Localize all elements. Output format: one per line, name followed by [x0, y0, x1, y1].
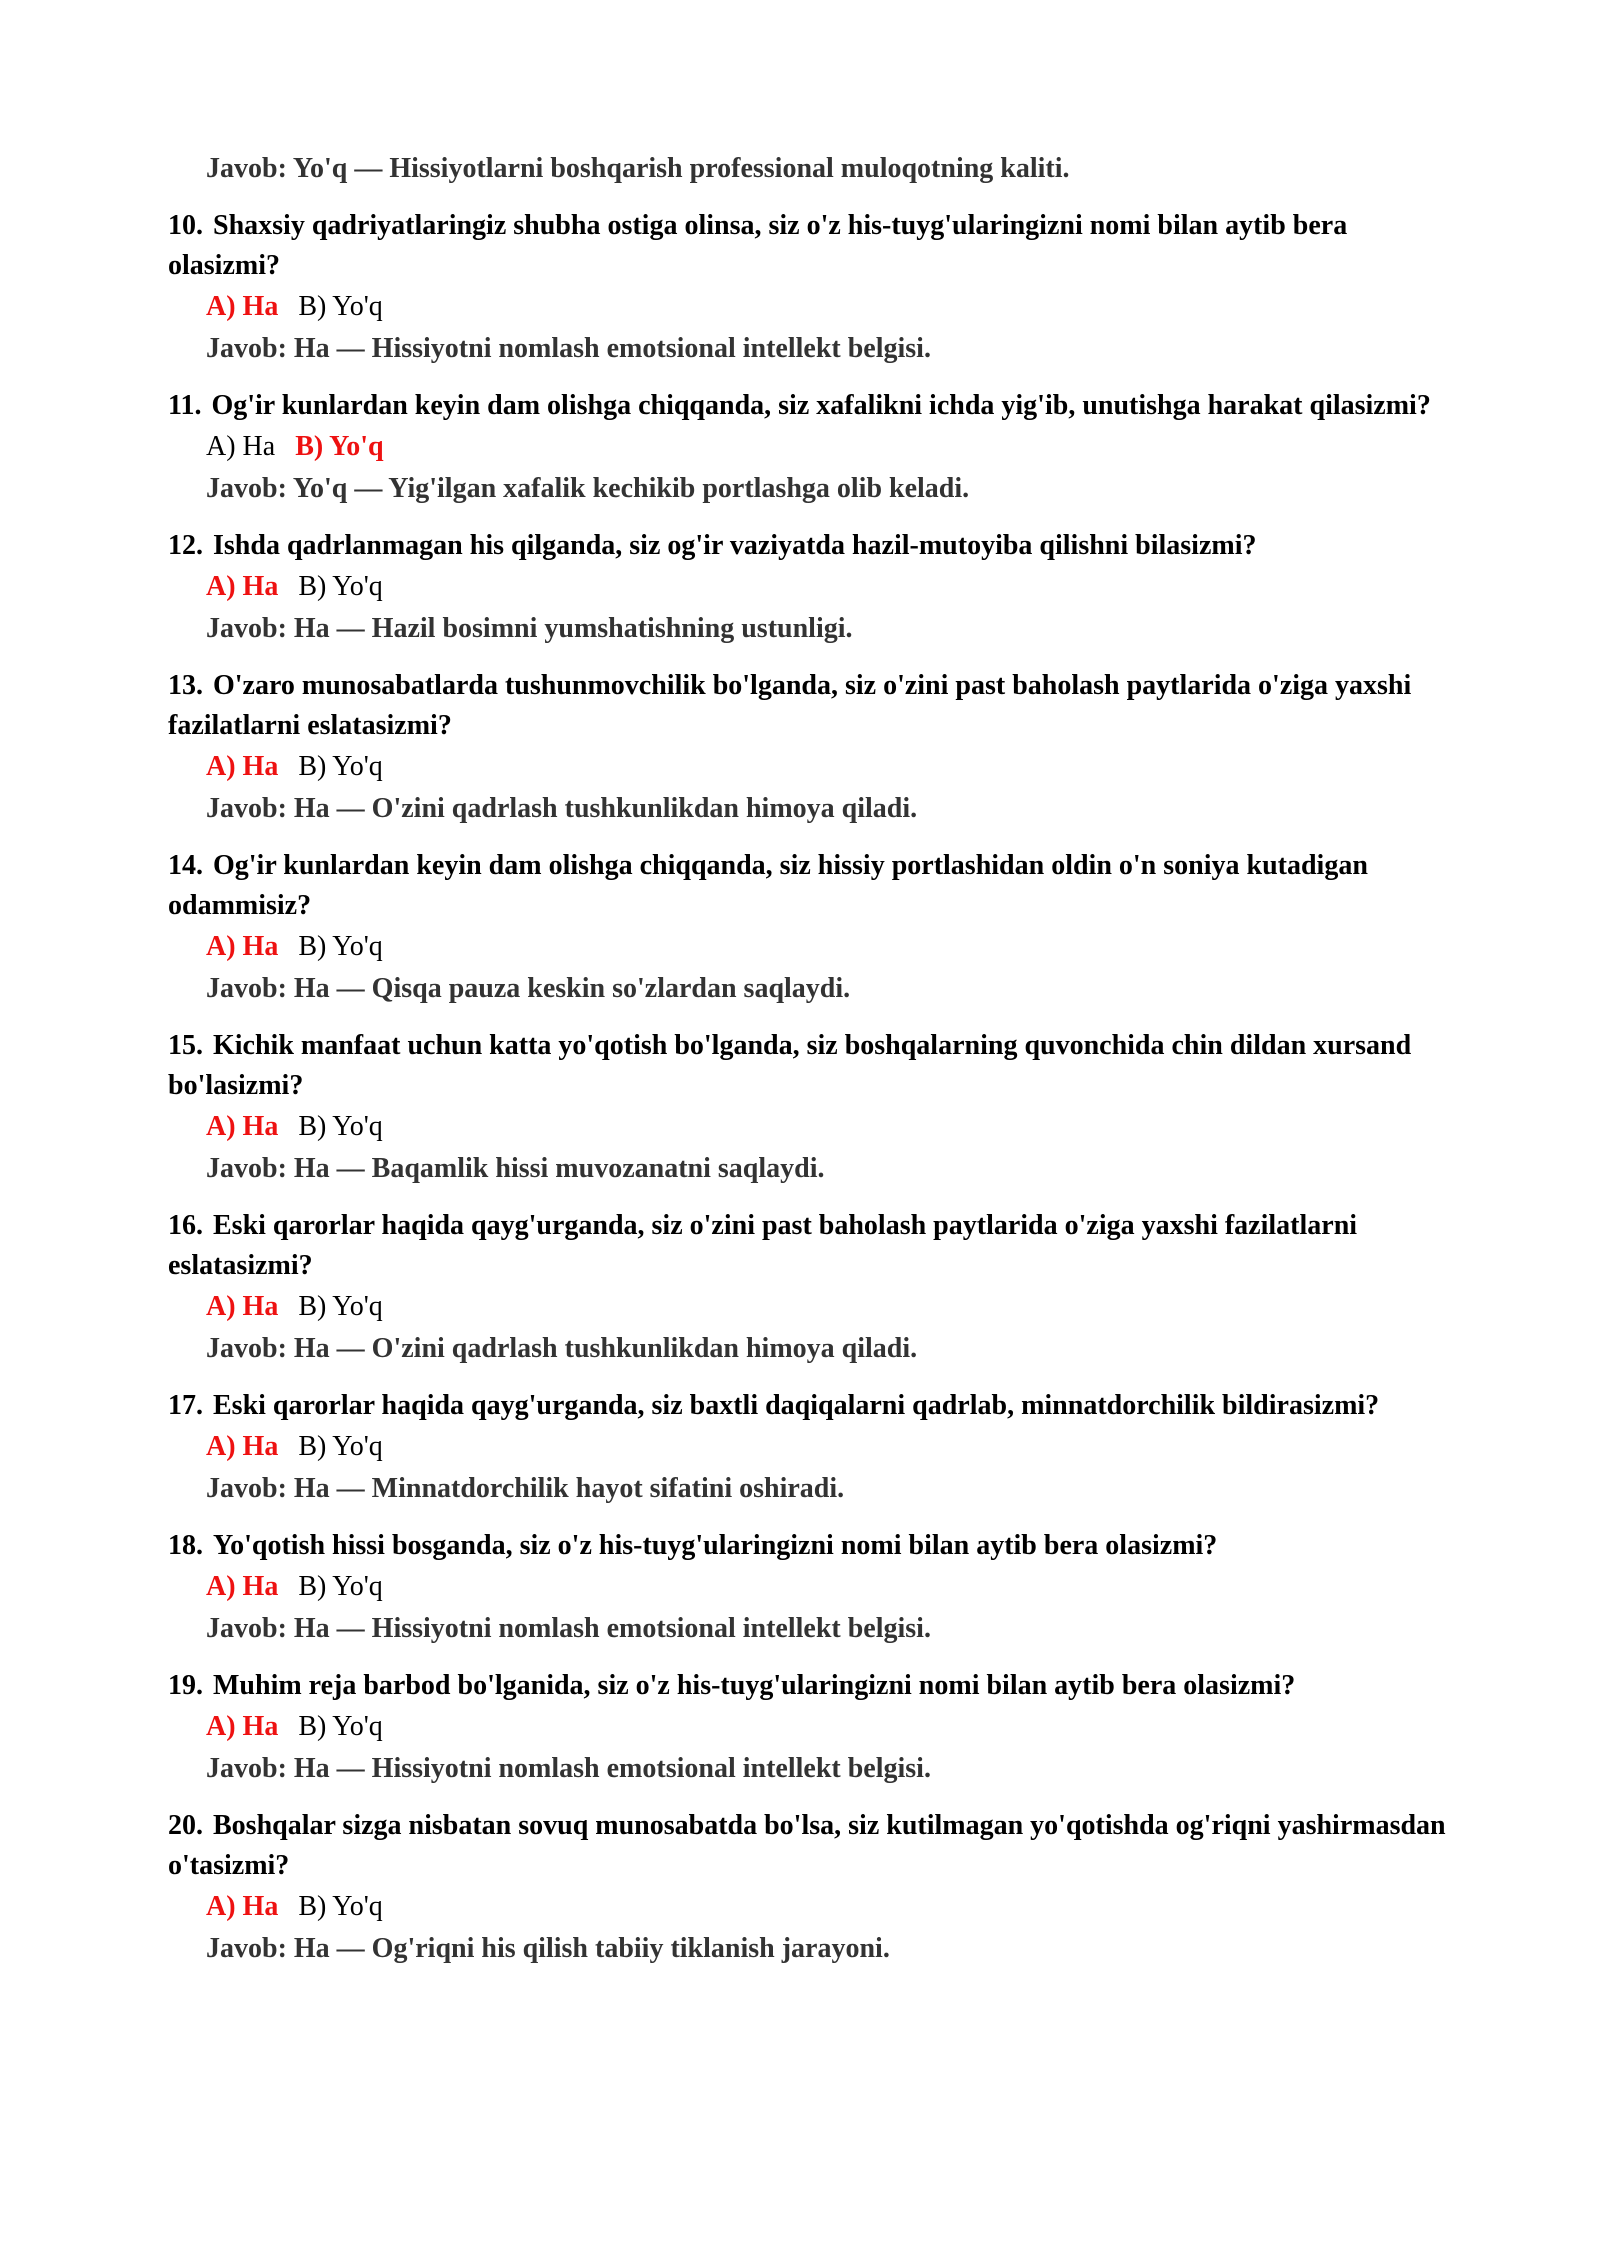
- question-text: [168, 386, 1458, 426]
- option-a: A) Ha: [206, 1431, 279, 1462]
- question-text: [168, 1526, 1458, 1566]
- answer-line: Javob: Ha — O'zini qadrlash tushkunlikdan himoya qiladi.: [206, 1333, 918, 1364]
- question-number: 14.: [168, 850, 203, 881]
- option-b: B) Yo'q: [298, 931, 383, 962]
- option-a: A) Ha: [206, 1111, 279, 1142]
- option-group: [206, 286, 1458, 328]
- question-number: 11.: [168, 390, 202, 421]
- option-group: [206, 926, 1458, 968]
- question-number: 19.: [168, 1670, 203, 1701]
- question-number: 20.: [168, 1810, 203, 1841]
- answer-line: Javob: Ha — Minnatdorchilik hayot sifatini oshiradi.: [206, 1473, 845, 1504]
- option-b: B) Yo'q: [298, 751, 383, 782]
- answer-line: Javob: Ha — Qisqa pauza keskin so'zlardan saqlaydi.: [206, 973, 851, 1004]
- option-b: B) Yo'q: [298, 1571, 383, 1602]
- option-a: A) Ha: [206, 1291, 279, 1322]
- question-item: [168, 1526, 1458, 1650]
- option-a: A) Ha: [206, 431, 276, 462]
- option-b: B) Yo'q: [295, 431, 384, 462]
- option-group: [206, 1106, 1458, 1148]
- question-item: [168, 846, 1458, 1010]
- option-group: [206, 566, 1458, 608]
- option-group: [206, 1286, 1458, 1328]
- question-number: 16.: [168, 1210, 203, 1241]
- option-group: [206, 1566, 1458, 1608]
- question-item: [168, 1666, 1458, 1790]
- question-item: [168, 386, 1458, 510]
- question-text: [168, 1666, 1458, 1706]
- question-number: 15.: [168, 1030, 203, 1061]
- option-b: B) Yo'q: [298, 1111, 383, 1142]
- question-body: Og'ir kunlardan keyin dam olishga chiqqanda, siz xafalikni ichda yig'ib, unutishga harakat qilasizmi?: [211, 390, 1431, 421]
- question-body: Eski qarorlar haqida qayg'urganda, siz o'zini past baholash paytlarida o'ziga yaxshi fazilatlarni eslatasizmi?: [168, 1210, 1358, 1281]
- question-number: 10.: [168, 210, 203, 241]
- option-group: [206, 1706, 1458, 1748]
- option-group: [206, 426, 1458, 468]
- question-body: Boshqalar sizga nisbatan sovuq munosabatda bo'lsa, siz kutilmagan yo'qotishda og'riqni yashirmasdan o'tasizmi?: [168, 1810, 1446, 1881]
- option-group: [206, 746, 1458, 788]
- option-a: A) Ha: [206, 751, 279, 782]
- option-a: A) Ha: [206, 571, 279, 602]
- question-text: [168, 846, 1458, 926]
- question-text: [168, 1206, 1458, 1286]
- option-a: A) Ha: [206, 931, 279, 962]
- question-text: [168, 666, 1458, 746]
- answer-line: Javob: Ha — O'zini qadrlash tushkunlikdan himoya qiladi.: [206, 793, 918, 824]
- option-b: B) Yo'q: [298, 1431, 383, 1462]
- question-item: [168, 1206, 1458, 1370]
- question-list: [168, 206, 1458, 1970]
- question-item: [168, 206, 1458, 370]
- option-a: A) Ha: [206, 1571, 279, 1602]
- answer-line: Javob: Ha — Og'riqni his qilish tabiiy tiklanish jarayoni.: [206, 1933, 890, 1964]
- option-b: B) Yo'q: [298, 571, 383, 602]
- question-body: Kichik manfaat uchun katta yo'qotish bo'lganda, siz boshqalarning quvonchida chin dildan xursand bo'lasizmi?: [168, 1030, 1412, 1101]
- option-b: B) Yo'q: [298, 1291, 383, 1322]
- question-number: 18.: [168, 1530, 203, 1561]
- question-body: Eski qarorlar haqida qayg'urganda, siz baxtli daqiqalarni qadrlab, minnatdorchilik bildirasizmi?: [213, 1390, 1380, 1421]
- option-group: [206, 1426, 1458, 1468]
- option-b: B) Yo'q: [298, 1711, 383, 1742]
- question-body: Muhim reja barbod bo'lganida, siz o'z his-tuyg'ularingizni nomi bilan aytib bera olasizmi?: [213, 1670, 1296, 1701]
- option-group: [206, 1886, 1458, 1928]
- document-page: [168, 148, 1458, 1970]
- answer-line: Javob: Yo'q — Yig'ilgan xafalik kechikib portlashga olib keladi.: [206, 473, 970, 504]
- question-item: [168, 1386, 1458, 1510]
- option-b: B) Yo'q: [298, 1891, 383, 1922]
- answer-line: Javob: Ha — Hazil bosimni yumshatishning ustunligi.: [206, 613, 853, 644]
- question-body: Ishda qadrlanmagan his qilganda, siz og'ir vaziyatda hazil-mutoyiba qilishni bilasizmi?: [213, 530, 1257, 561]
- question-text: [168, 1026, 1458, 1106]
- answer-line: Javob: Ha — Baqamlik hissi muvozanatni saqlaydi.: [206, 1153, 825, 1184]
- question-body: Shaxsiy qadriyatlaringiz shubha ostiga olinsa, siz o'z his-tuyg'ularingizni nomi bilan aytib bera olasizmi?: [168, 210, 1348, 281]
- answer-line: Javob: Ha — Hissiyotni nomlash emotsional intellekt belgisi.: [206, 1613, 931, 1644]
- answer-line: Javob: Ha — Hissiyotni nomlash emotsional intellekt belgisi.: [206, 333, 931, 364]
- question-text: [168, 526, 1458, 566]
- option-b: B) Yo'q: [298, 291, 383, 322]
- question-body: O'zaro munosabatlarda tushunmovchilik bo'lganda, siz o'zini past baholash paytlarida o'ziga yaxshi fazilatlarni eslatasizmi?: [168, 670, 1412, 741]
- option-a: A) Ha: [206, 1891, 279, 1922]
- question-number: 12.: [168, 530, 203, 561]
- option-a: A) Ha: [206, 1711, 279, 1742]
- answer-line: Javob: Ha — Hissiyotni nomlash emotsional intellekt belgisi.: [206, 1753, 931, 1784]
- question-item: [168, 1806, 1458, 1970]
- question-body: Yo'qotish hissi bosganda, siz o'z his-tuyg'ularingizni nomi bilan aytib bera olasizmi?: [213, 1530, 1218, 1561]
- question-text: [168, 1806, 1458, 1886]
- question-item: [168, 526, 1458, 650]
- question-number: 13.: [168, 670, 203, 701]
- question-text: [168, 206, 1458, 286]
- option-a: A) Ha: [206, 291, 279, 322]
- question-item: [168, 1026, 1458, 1190]
- question-text: [168, 1386, 1458, 1426]
- question-item: [168, 666, 1458, 830]
- intro-answer: Javob: Yo'q — Hissiyotlarni boshqarish professional muloqotning kaliti.: [206, 153, 1070, 184]
- question-number: 17.: [168, 1390, 203, 1421]
- question-body: Og'ir kunlardan keyin dam olishga chiqqanda, siz hissiy portlashidan oldin o'n soniya kutadigan odammisiz?: [168, 850, 1368, 921]
